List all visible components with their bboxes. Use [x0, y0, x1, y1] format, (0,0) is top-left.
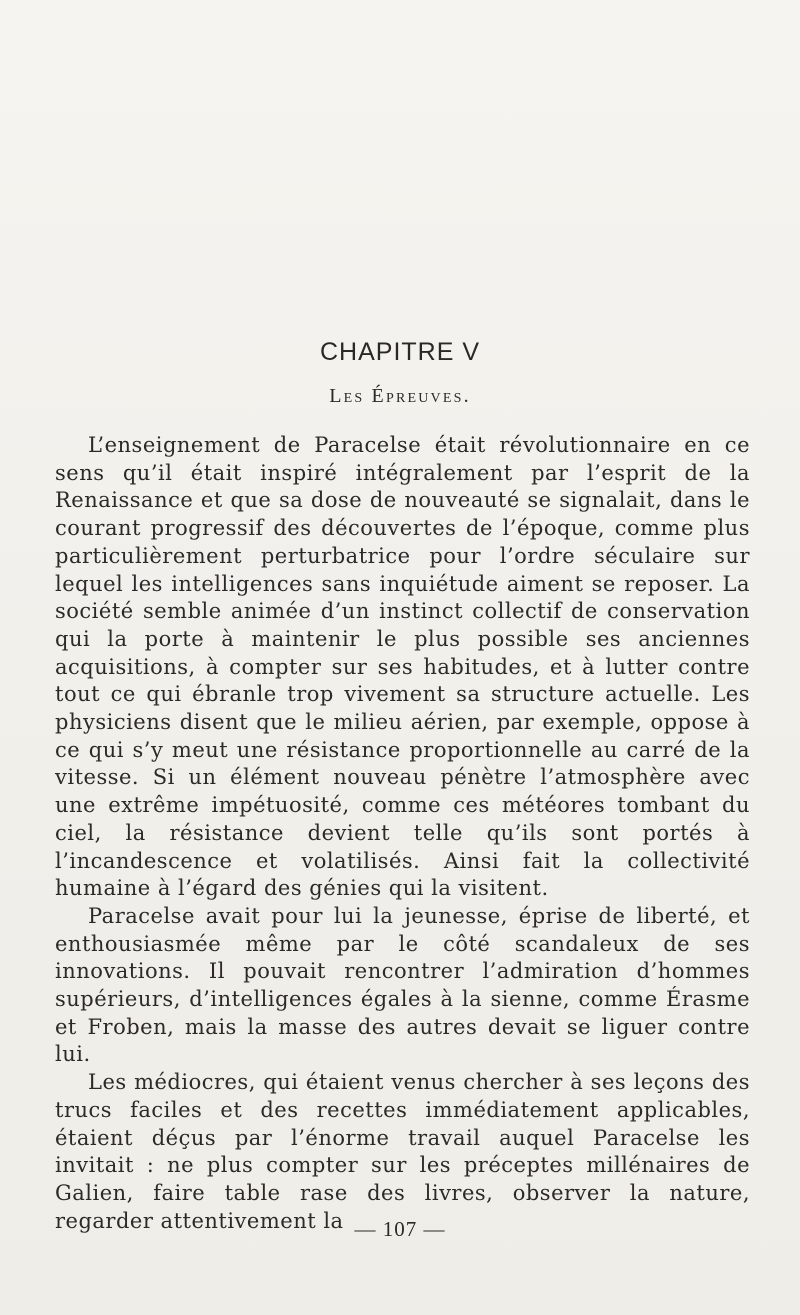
paragraph-3: Les médiocres, qui étaient venus chercher à ses leçons des trucs faciles et des recettes immédiatement applicables, étaient déçus par l’énorme travail auquel Paracelse les invitait : ne plus compter sur les préceptes millénaires de Galien, faire table rase des livres, observer la nature, regarder attentivement la [55, 1070, 750, 1233]
chapter-title: CHAPITRE V [319, 338, 481, 366]
body-text [55, 432, 750, 1235]
chapter-subtitle: Les Épreuves. [329, 385, 471, 407]
page-number: — 107 — [354, 1217, 446, 1241]
paragraph-2: Paracelse avait pour lui la jeunesse, éprise de liberté, et enthousiasmée même par le côté scandaleux de ses innovations. Il pouvait rencontrer l’admiration d’hommes supérieurs, d’intelligences égales à la sienne, comme Érasme et Froben, mais la masse des autres devait se liguer contre lui. [55, 903, 750, 1067]
paragraph-1: L’enseignement de Paracelse était révolutionnaire en ce sens qu’il était inspiré intégralement par l’esprit de la Renaissance et que sa dose de nouveauté se signalait, dans le courant progressif des découvertes de l’époque, comme plus particulièrement perturbatrice pour l’ordre séculaire sur lequel les intelligences sans inquiétude aiment se reposer. La société semble animée d’un instinct collectif de conservation qui la porte à maintenir le plus possible ses anciennes acquisitions, à compter sur ses habitudes, et à lutter contre tout ce qui ébranle trop vivement sa structure actuelle. Les physiciens disent que le milieu aérien, par exemple, oppose à ce qui s’y meut une résistance proportionnelle au carré de la vitesse. Si un élément nouveau pénètre l’atmosphère avec une extrême impétuosité, comme ces météores tombant du ciel, la résistance devient telle qu’ils sont portés à l’incandescence et volatilisés. Ainsi fait la collectivité humaine à l’égard des génies qui la visitent. [55, 433, 750, 901]
